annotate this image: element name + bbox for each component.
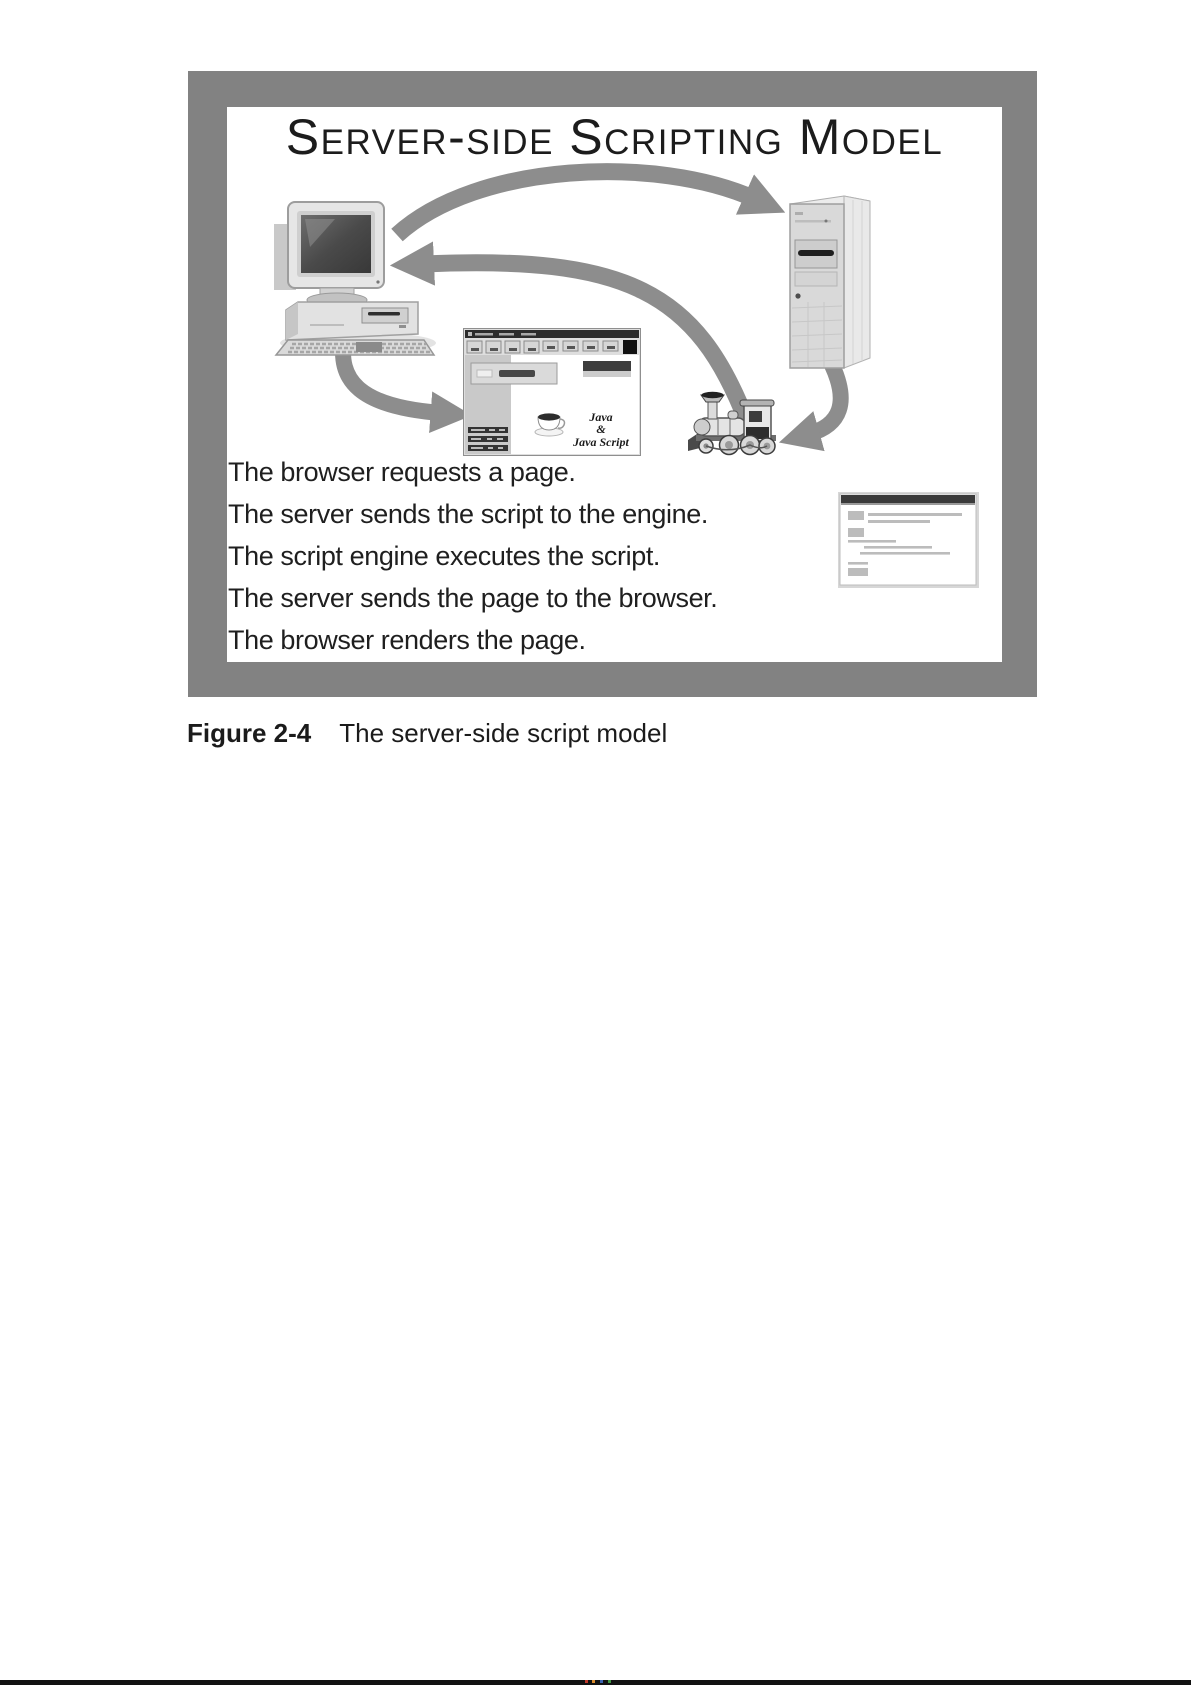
page-bottom-edge xyxy=(0,1680,1191,1685)
figure-title: Server-side Scripting Model xyxy=(285,109,944,165)
step-line: The script engine executes the script. xyxy=(228,541,661,571)
color-speck xyxy=(585,1680,588,1683)
step-line: The browser requests a page. xyxy=(228,457,576,487)
color-speck xyxy=(608,1680,611,1683)
arrow-browser-to-server xyxy=(397,172,755,235)
page-text-line: & xyxy=(596,422,606,436)
step-list xyxy=(228,451,717,661)
color-speck xyxy=(592,1680,595,1683)
train-engine-icon xyxy=(686,388,778,456)
arrow-server-to-engine xyxy=(809,365,841,434)
figure-caption-text: The server-side script model xyxy=(339,718,668,748)
figure-caption-label: Figure 2-4 xyxy=(187,718,312,748)
figure-caption xyxy=(187,718,667,749)
document-page-icon xyxy=(838,492,979,588)
server-tower-icon xyxy=(782,190,877,375)
color-speck xyxy=(600,1680,603,1683)
step-line: The server sends the page to the browser. xyxy=(228,583,718,613)
step-line: The browser renders the page. xyxy=(228,625,586,655)
page-text-line: Java Script xyxy=(573,435,629,449)
page-text-line: Java xyxy=(589,410,613,424)
browser-window-icon xyxy=(463,328,641,456)
sidebar-list-rows xyxy=(468,427,508,451)
desktop-computer-icon xyxy=(258,192,438,357)
step-line: The server sends the script to the engine. xyxy=(228,499,708,529)
